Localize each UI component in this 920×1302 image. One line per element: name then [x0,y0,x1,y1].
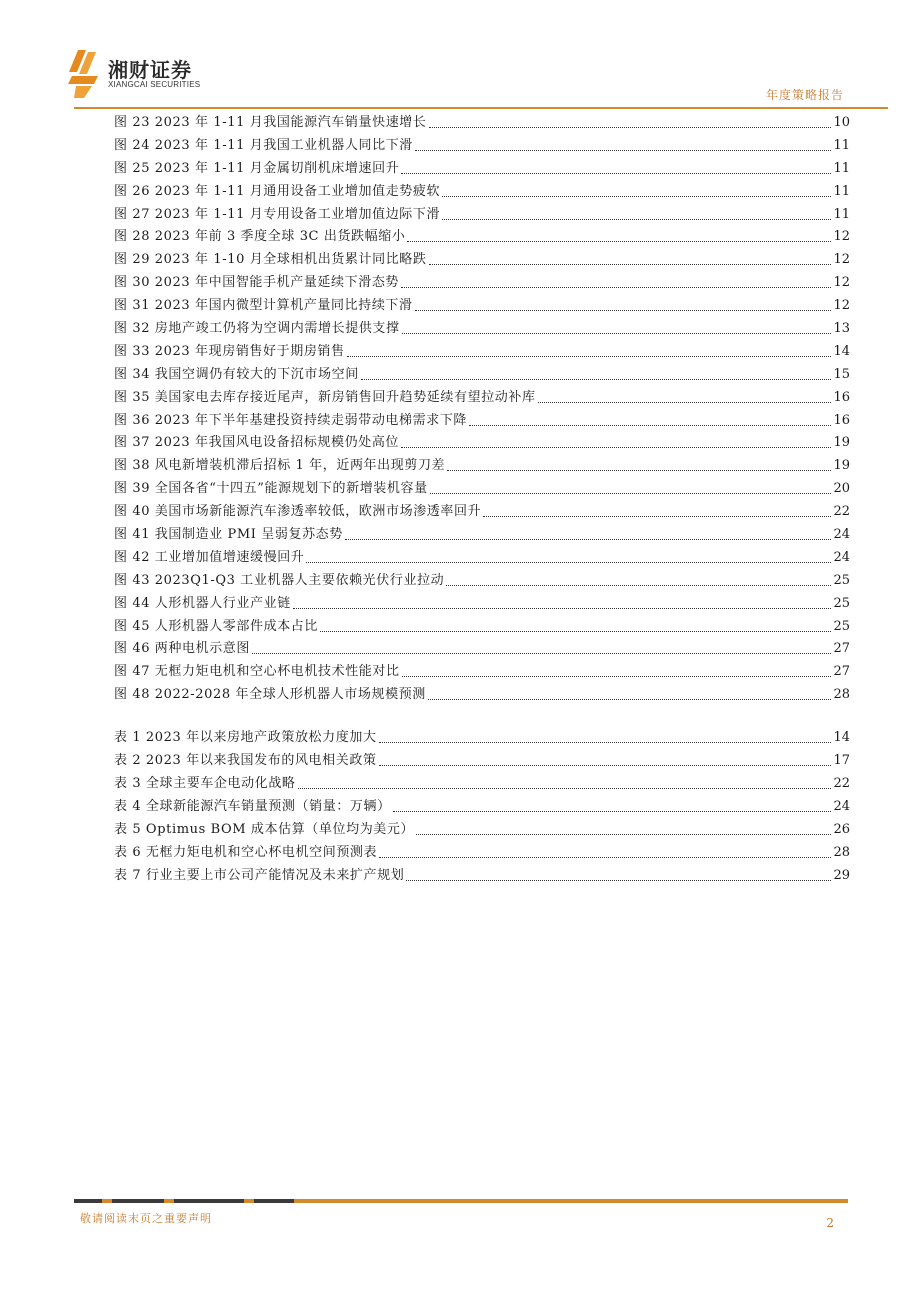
figure-entry-page: 12 [833,252,850,268]
figure-entry-page: 12 [833,298,850,314]
table-entry[interactable] [114,819,850,842]
figure-entry-label: 图 42 工业增加值增速缓慢回升 [114,549,305,565]
figure-entry[interactable] [114,272,850,295]
figure-entry-label: 图 29 2023 年 1-10 月全球相机出货累计同比略跌 [114,252,427,268]
table-entry-label: 表 5 Optimus BOM 成本估算（单位均为美元） [114,821,415,837]
figure-entry[interactable] [114,661,850,684]
table-entry-label: 表 7 行业主要上市公司产能情况及未来扩产规划 [114,867,405,883]
figure-entry-label: 图 44 人形机器人行业产业链 [114,595,291,611]
figure-entry-page: 16 [833,412,850,428]
table-entry[interactable] [114,750,850,773]
figure-entry-label: 图 31 2023 年国内微型计算机产量同比持续下滑 [114,298,413,314]
table-entry-label: 表 4 全球新能源汽车销量预测（销量：万辆） [114,798,391,814]
header-divider [74,107,888,109]
table-entry-page: 14 [833,730,850,746]
dot-leader [401,432,831,448]
dot-leader [416,819,831,835]
table-entry[interactable] [114,865,850,888]
figure-entry-page: 19 [833,458,850,474]
figure-entry-page: 12 [833,229,850,245]
dot-leader [447,455,831,471]
table-entry-page: 26 [833,821,850,837]
footer-bar-segment [112,1199,164,1203]
figure-entry-page: 13 [833,321,850,337]
dot-leader [345,524,832,540]
figure-entry-page: 27 [833,641,850,657]
figure-entry[interactable] [114,455,850,478]
figure-entry[interactable] [114,226,850,249]
figure-entry-page: 10 [833,115,850,130]
dot-leader [306,547,831,563]
figure-entry-label: 图 48 2022-2028 年全球人形机器人市场规模预测 [114,687,426,703]
figure-entry-page: 11 [833,137,850,153]
dot-leader [442,204,831,220]
dot-leader [379,727,832,743]
figure-entry-page: 19 [833,435,850,451]
figure-entry[interactable] [114,135,850,158]
dot-leader [361,364,832,380]
figure-entry[interactable] [114,341,850,364]
figure-entry[interactable] [114,570,850,593]
figure-entry-label: 图 24 2023 年 1-11 月我国工业机器人同比下滑 [114,137,413,153]
figure-entry-page: 14 [833,343,850,359]
table-entry-page: 24 [833,798,850,814]
figure-entry-page: 15 [833,366,850,382]
dot-leader [406,865,831,881]
logo-mark-icon [68,50,104,98]
figure-entry-page: 22 [833,504,850,520]
figure-entry-label: 图 35 美国家电去库存接近尾声，新房销售回升趋势延续有望拉动补库 [114,389,536,405]
dot-leader [298,773,832,789]
dot-leader [538,387,832,403]
figure-entry-label: 图 34 我国空调仍有较大的下沉市场空间 [114,366,359,382]
figure-entry-page: 12 [833,275,850,291]
figure-entry[interactable] [114,410,850,433]
table-entry-label: 表 6 无框力矩电机和空心杯电机空间预测表 [114,844,378,860]
dot-leader [379,842,831,858]
company-logo [68,50,258,100]
table-of-contents [114,112,850,887]
figure-entry[interactable] [114,684,850,707]
figure-entry[interactable] [114,547,850,570]
dot-leader [347,341,832,357]
figure-entry-label: 图 43 2023Q1-Q3 工业机器人主要依赖光伏行业拉动 [114,572,445,588]
figure-entry[interactable] [114,432,850,455]
figure-entry[interactable] [114,249,850,272]
figure-entry-page: 16 [833,389,850,405]
figure-entry[interactable] [114,478,850,501]
dot-leader [446,570,831,586]
figure-entry-page: 27 [833,664,850,680]
table-list [114,727,850,887]
table-entry[interactable] [114,727,850,750]
figure-entry-label: 图 33 2023 年现房销售好于期房销售 [114,343,345,359]
table-entry[interactable] [114,842,850,865]
footer-bar-segment [244,1199,254,1203]
dot-leader [429,112,832,128]
footer-bar-segment [102,1199,112,1203]
table-entry-label: 表 1 2023 年以来房地产政策放松力度加大 [114,730,377,746]
dot-leader [415,295,832,311]
figure-entry-label: 图 39 全国各省“十四五”能源规划下的新增装机容量 [114,481,428,497]
figure-entry[interactable] [114,593,850,616]
figure-list [114,112,850,707]
figure-entry-label: 图 26 2023 年 1-11 月通用设备工业增加值走势疲软 [114,183,441,199]
dot-leader [483,501,831,517]
table-entry[interactable] [114,773,850,796]
dot-leader [252,638,831,654]
dot-leader [415,135,832,151]
figure-entry[interactable] [114,158,850,181]
figure-entry-page: 11 [833,160,850,176]
report-type-label: 年度策略报告 [765,88,844,102]
dot-leader [402,318,832,334]
figure-entry-label: 图 27 2023 年 1-11 月专用设备工业增加值边际下滑 [114,206,441,222]
table-entry-page: 17 [833,753,850,769]
figure-entry-page: 25 [833,572,850,588]
figure-entry-page: 25 [833,618,850,634]
footer-bar-segment [174,1199,244,1203]
figure-entry-label: 图 32 房地产竣工仍将为空调内需增长提供支撑 [114,321,400,337]
figure-entry-page: 25 [833,595,850,611]
footer-bar [74,1199,848,1203]
figure-entry-page: 24 [833,549,850,565]
figure-entry-page: 28 [833,687,850,703]
figure-entry[interactable] [114,638,850,661]
figure-entry-page: 11 [833,183,850,199]
table-entry[interactable] [114,796,850,819]
table-entry-page: 29 [833,867,850,883]
figure-entry[interactable] [114,181,850,204]
figure-entry[interactable] [114,524,850,547]
dot-leader [379,750,832,766]
figure-entry-label: 图 47 无框力矩电机和空心杯电机技术性能对比 [114,664,400,680]
figure-entry-label: 图 36 2023 年下半年基建投资持续走弱带动电梯需求下降 [114,412,468,428]
figure-entry-page: 20 [833,481,850,497]
logo-english-name: XIANGCAI SECURITIES [108,80,201,89]
footer-bar-segment [164,1199,174,1203]
dot-leader [320,616,831,632]
dot-leader [293,593,832,609]
figure-entry-label: 图 46 两种电机示意图 [114,641,251,657]
page-header [0,0,920,110]
dot-leader [407,226,831,242]
table-entry-page: 28 [833,844,850,860]
figure-entry-page: 11 [833,206,850,222]
figure-entry[interactable] [114,616,850,639]
table-entry-page: 22 [833,775,850,791]
dot-leader [430,478,832,494]
dot-leader [401,272,831,288]
footer-bar-segment [74,1199,102,1203]
dot-leader [429,249,832,265]
figure-entry-label: 图 45 人形机器人零部件成本占比 [114,618,319,634]
figure-entry[interactable] [114,387,850,410]
dot-leader [442,181,831,197]
figure-entry-label: 图 28 2023 年前 3 季度全球 3C 出货跌幅缩小 [114,229,406,245]
figure-entry-label: 图 23 2023 年 1-11 月我国能源汽车销量快速增长 [114,115,427,130]
figure-entry[interactable] [114,295,850,318]
figure-entry-label: 图 40 美国市场新能源汽车渗透率较低，欧洲市场渗透率回升 [114,504,482,520]
figure-entry[interactable] [114,318,850,341]
figure-entry[interactable] [114,204,850,227]
dot-leader [401,158,831,174]
figure-entry-label: 图 41 我国制造业 PMI 呈弱复苏态势 [114,527,343,543]
dot-leader [428,684,832,700]
logo-chinese-name: 湘财证券 [108,58,192,82]
dot-leader [393,796,832,812]
table-entry-label: 表 2 2023 年以来我国发布的风电相关政策 [114,753,377,769]
footer-bar-segment [254,1199,294,1203]
footer-bar-segment [294,1199,848,1203]
figure-entry[interactable] [114,112,850,135]
figure-entry-label: 图 30 2023 年中国智能手机产量延续下滑态势 [114,275,400,291]
dot-leader [402,661,832,677]
dot-leader [469,410,831,426]
figure-entry-label: 图 37 2023 年我国风电设备招标规模仍处高位 [114,435,400,451]
footer-disclaimer: 敬请阅读末页之重要声明 [80,1212,212,1225]
table-entry-label: 表 3 全球主要车企电动化战略 [114,775,296,791]
figure-entry-label: 图 25 2023 年 1-11 月金属切削机床增速回升 [114,160,400,176]
figure-entry-label: 图 38 风电新增装机滞后招标 1 年，近两年出现剪刀差 [114,458,446,474]
figure-entry[interactable] [114,501,850,524]
figure-entry-page: 24 [833,527,850,543]
figure-entry[interactable] [114,364,850,387]
page-number: 2 [826,1216,834,1230]
